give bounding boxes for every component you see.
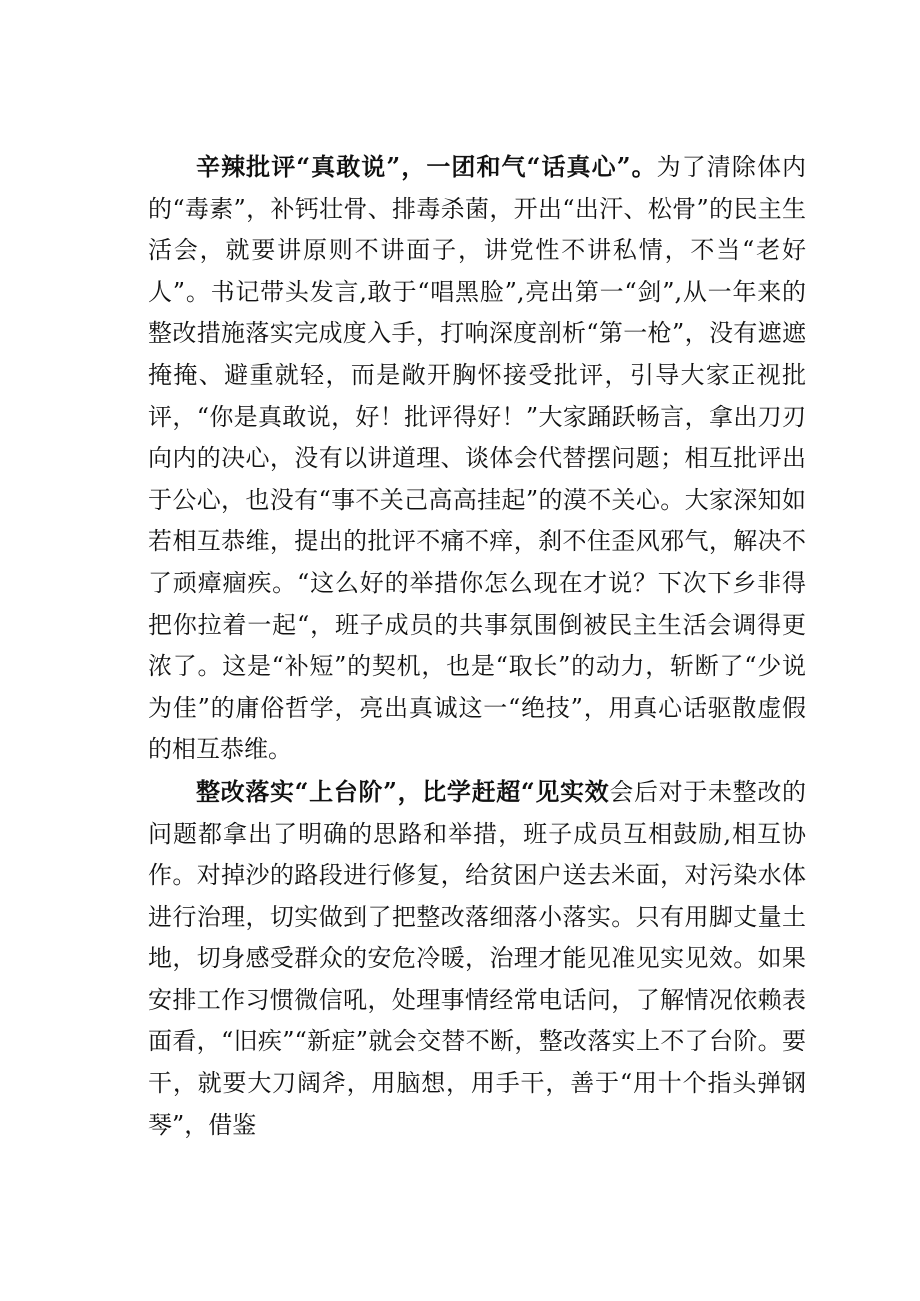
paragraph-rectification	[148, 771, 806, 1146]
paragraph-body-text: 会后对于未整改的问题都拿出了明确的思路和举措，班子成员互相鼓励,相互协作。对掉沙的路段进行修复，给贫困户送去米面，对污染水体进行治理，切实做到了把整改落细落小落实。只有用脚丈量土地，切身感受群众的安危冷暖，治理才能见准见实见效。如果安排工作习惯微信吼，处理事情经常电话问，了解情况依赖表面看，“旧疾”“新症”就会交替不断，整改落实上不了台阶。要干，就要大刀阔斧，用脑想，用手干，善于“用十个指头弹钢琴”，借鉴	[148, 777, 807, 1139]
paragraph-lead-heading: 辛辣批评“真敢说”，一团和气“话真心”。	[196, 152, 657, 181]
paragraph-criticism	[148, 146, 806, 771]
document-page	[148, 146, 806, 1146]
paragraph-body-text: 为了清除体内的“毒素”，补钙壮骨、排毒杀菌，开出“出汗、松骨”的民主生活会，就要讲原则不讲面子，讲党性不讲私情，不当“老好人”。书记带头发言,敢于“唱黑脸”,亮出第一“剑”,从一年来的整改措施落实完成度入手，打响深度剖析“第一枪”，没有遮遮掩掩、避重就轻，而是敞开胸怀接受批评，引导大家正视批评，“你是真敢说，好！批评得好！”大家踊跃畅言，拿出刀刃向内的决心，没有以讲道理、谈体会代替摆问题；相互批评出于公心，也没有“事不关己高高挂起”的漠不关心。大家深知如若相互恭维，提出的批评不痛不痒，刹不住歪风邪气，解决不了顽瘴痼疾。“这么好的举措你怎么现在才说？下次下乡非得把你拉着一起“，班子成员的共事氛围倒被民主生活会调得更浓了。这是“补短”的契机，也是“取长”的动力，斩断了“少说为佳”的庸俗哲学，亮出真诚这一“绝技”，用真心话驱散虚假的相互恭维。	[148, 153, 807, 764]
paragraph-lead-heading: 整改落实“上台阶”，比学赶超“见实效	[196, 776, 610, 806]
